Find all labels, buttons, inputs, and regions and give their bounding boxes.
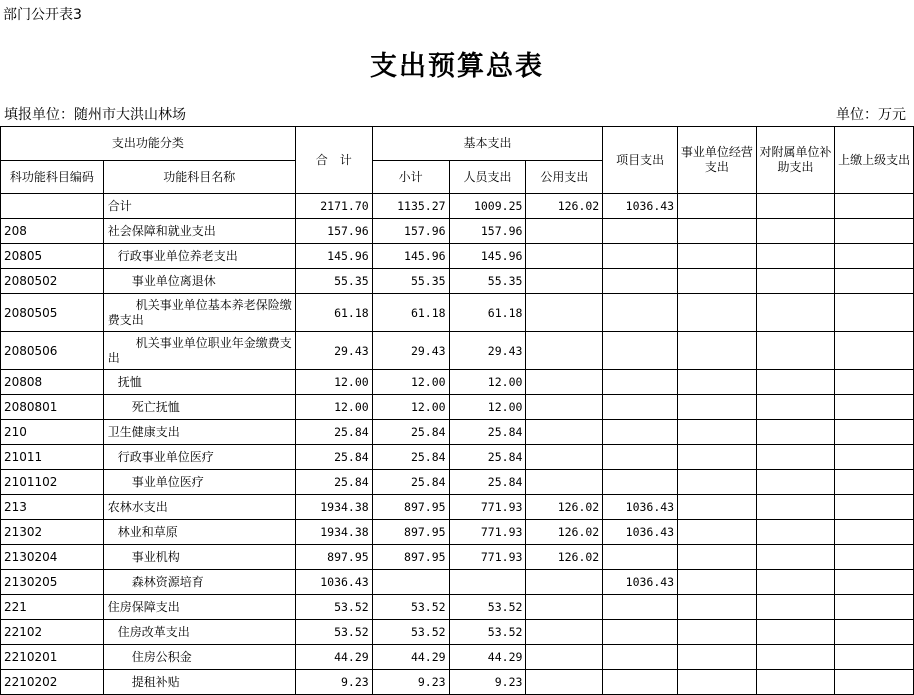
cell-project <box>603 420 678 445</box>
cell-project: 1036.43 <box>603 194 678 219</box>
cell-total: 9.23 <box>295 670 372 695</box>
cell-business <box>678 194 757 219</box>
cell-upper <box>835 269 914 294</box>
cell-name: 住房保障支出 <box>103 595 295 620</box>
cell-personnel: 771.93 <box>449 520 526 545</box>
cell-code <box>1 194 104 219</box>
cell-business <box>678 420 757 445</box>
cell-upper <box>835 545 914 570</box>
cell-public <box>526 445 603 470</box>
cell-name: 机关事业单位基本养老保险缴费支出 <box>103 294 295 332</box>
cell-personnel: 771.93 <box>449 495 526 520</box>
cell-total: 12.00 <box>295 395 372 420</box>
cell-personnel: 29.43 <box>449 332 526 370</box>
page-title: 支出预算总表 <box>370 51 544 82</box>
cell-project <box>603 370 678 395</box>
budget-table <box>0 126 914 695</box>
cell-name: 社会保障和就业支出 <box>103 219 295 244</box>
cell-code: 22102 <box>1 620 104 645</box>
cell-code: 21011 <box>1 445 104 470</box>
table-row <box>1 495 914 520</box>
cell-subtotal: 157.96 <box>372 219 449 244</box>
cell-code: 2101102 <box>1 470 104 495</box>
cell-total: 55.35 <box>295 269 372 294</box>
cell-business <box>678 645 757 670</box>
cell-subsidiary <box>756 332 835 370</box>
table-row <box>1 645 914 670</box>
cell-project <box>603 470 678 495</box>
cell-project <box>603 620 678 645</box>
table-row <box>1 620 914 645</box>
reporting-unit: 填报单位：随州市大洪山林场 <box>4 107 186 123</box>
cell-code: 20805 <box>1 244 104 269</box>
cell-public <box>526 420 603 445</box>
table-row <box>1 269 914 294</box>
cell-personnel: 145.96 <box>449 244 526 269</box>
cell-subsidiary <box>756 645 835 670</box>
cell-personnel: 25.84 <box>449 470 526 495</box>
cell-total: 1036.43 <box>295 570 372 595</box>
cell-upper <box>835 570 914 595</box>
cell-upper <box>835 370 914 395</box>
cell-code: 2080506 <box>1 332 104 370</box>
cell-total: 25.84 <box>295 470 372 495</box>
table-header <box>1 127 914 194</box>
cell-name: 事业单位离退休 <box>103 269 295 294</box>
cell-code: 20808 <box>1 370 104 395</box>
cell-project <box>603 269 678 294</box>
cell-upper <box>835 294 914 332</box>
cell-business <box>678 445 757 470</box>
cell-subsidiary <box>756 445 835 470</box>
cell-name: 住房公积金 <box>103 645 295 670</box>
cell-code: 2130205 <box>1 570 104 595</box>
cell-upper <box>835 620 914 645</box>
cell-upper <box>835 470 914 495</box>
cell-upper <box>835 395 914 420</box>
table-row <box>1 219 914 244</box>
cell-personnel: 25.84 <box>449 420 526 445</box>
header-name: 功能科目名称 <box>103 161 295 194</box>
table-row <box>1 670 914 695</box>
cell-code: 2080801 <box>1 395 104 420</box>
cell-business <box>678 269 757 294</box>
cell-name: 行政事业单位养老支出 <box>103 244 295 269</box>
cell-business <box>678 620 757 645</box>
cell-project: 1036.43 <box>603 520 678 545</box>
table-row <box>1 470 914 495</box>
cell-code: 221 <box>1 595 104 620</box>
cell-subsidiary <box>756 495 835 520</box>
cell-subsidiary <box>756 395 835 420</box>
cell-project <box>603 670 678 695</box>
cell-subsidiary <box>756 595 835 620</box>
table-number-tag: 部门公开表3 <box>3 7 82 23</box>
cell-business <box>678 595 757 620</box>
cell-subtotal: 55.35 <box>372 269 449 294</box>
header-personnel: 人员支出 <box>449 161 526 194</box>
cell-code: 213 <box>1 495 104 520</box>
header-func-class: 支出功能分类 <box>1 127 296 161</box>
cell-subtotal: 25.84 <box>372 470 449 495</box>
table-row <box>1 570 914 595</box>
cell-project: 1036.43 <box>603 570 678 595</box>
cell-name: 住房改革支出 <box>103 620 295 645</box>
cell-subtotal: 12.00 <box>372 395 449 420</box>
cell-business <box>678 370 757 395</box>
cell-project <box>603 545 678 570</box>
cell-code: 2130204 <box>1 545 104 570</box>
cell-total: 44.29 <box>295 645 372 670</box>
cell-upper <box>835 194 914 219</box>
cell-subtotal: 145.96 <box>372 244 449 269</box>
cell-name: 森林资源培育 <box>103 570 295 595</box>
cell-total: 157.96 <box>295 219 372 244</box>
cell-business <box>678 570 757 595</box>
table-row <box>1 545 914 570</box>
cell-personnel: 61.18 <box>449 294 526 332</box>
cell-code: 2210201 <box>1 645 104 670</box>
cell-personnel: 25.84 <box>449 445 526 470</box>
cell-subsidiary <box>756 420 835 445</box>
cell-public: 126.02 <box>526 520 603 545</box>
cell-project <box>603 645 678 670</box>
header-total: 合 计 <box>295 127 372 194</box>
cell-public <box>526 269 603 294</box>
cell-personnel: 55.35 <box>449 269 526 294</box>
cell-public <box>526 332 603 370</box>
cell-code: 21302 <box>1 520 104 545</box>
cell-subtotal: 25.84 <box>372 445 449 470</box>
cell-project <box>603 595 678 620</box>
cell-name: 机关事业单位职业年金缴费支出 <box>103 332 295 370</box>
cell-project <box>603 294 678 332</box>
header-upper: 上缴上级支出 <box>835 127 914 194</box>
table-row <box>1 194 914 219</box>
cell-public <box>526 670 603 695</box>
cell-business <box>678 219 757 244</box>
cell-total: 1934.38 <box>295 520 372 545</box>
cell-upper <box>835 445 914 470</box>
cell-personnel: 12.00 <box>449 395 526 420</box>
cell-personnel: 157.96 <box>449 219 526 244</box>
cell-upper <box>835 420 914 445</box>
cell-business <box>678 670 757 695</box>
cell-public <box>526 595 603 620</box>
cell-name: 农林水支出 <box>103 495 295 520</box>
cell-upper <box>835 595 914 620</box>
cell-business <box>678 244 757 269</box>
table-row <box>1 294 914 332</box>
cell-total: 2171.70 <box>295 194 372 219</box>
cell-upper <box>835 332 914 370</box>
cell-business <box>678 545 757 570</box>
cell-subtotal: 9.23 <box>372 670 449 695</box>
cell-subtotal: 12.00 <box>372 370 449 395</box>
cell-total: 53.52 <box>295 620 372 645</box>
cell-total: 12.00 <box>295 370 372 395</box>
cell-personnel: 53.52 <box>449 595 526 620</box>
cell-code: 2080502 <box>1 269 104 294</box>
header-project: 项目支出 <box>603 127 678 194</box>
cell-subsidiary <box>756 194 835 219</box>
header-public: 公用支出 <box>526 161 603 194</box>
cell-subsidiary <box>756 269 835 294</box>
cell-business <box>678 395 757 420</box>
cell-subsidiary <box>756 670 835 695</box>
cell-total: 1934.38 <box>295 495 372 520</box>
cell-subsidiary <box>756 470 835 495</box>
cell-name: 抚恤 <box>103 370 295 395</box>
table-row <box>1 520 914 545</box>
cell-name: 事业单位医疗 <box>103 470 295 495</box>
cell-total: 61.18 <box>295 294 372 332</box>
cell-project <box>603 395 678 420</box>
cell-personnel: 12.00 <box>449 370 526 395</box>
currency-unit: 单位：万元 <box>836 107 906 123</box>
cell-upper <box>835 645 914 670</box>
cell-total: 53.52 <box>295 595 372 620</box>
cell-name: 林业和草原 <box>103 520 295 545</box>
table-row <box>1 244 914 269</box>
cell-subsidiary <box>756 219 835 244</box>
cell-project: 1036.43 <box>603 495 678 520</box>
cell-subsidiary <box>756 620 835 645</box>
cell-subtotal: 44.29 <box>372 645 449 670</box>
header-code: 科功能科目编码 <box>1 161 104 194</box>
cell-public <box>526 620 603 645</box>
cell-subsidiary <box>756 520 835 545</box>
cell-public <box>526 395 603 420</box>
table-row <box>1 595 914 620</box>
cell-business <box>678 294 757 332</box>
header-subsidiary: 对附属单位补助支出 <box>756 127 835 194</box>
cell-project <box>603 244 678 269</box>
cell-name: 事业机构 <box>103 545 295 570</box>
cell-name: 提租补贴 <box>103 670 295 695</box>
cell-subtotal: 53.52 <box>372 620 449 645</box>
table-row <box>1 370 914 395</box>
cell-personnel: 1009.25 <box>449 194 526 219</box>
cell-project <box>603 219 678 244</box>
header-subtotal: 小计 <box>372 161 449 194</box>
cell-upper <box>835 495 914 520</box>
cell-upper <box>835 244 914 269</box>
cell-subtotal: 897.95 <box>372 495 449 520</box>
cell-project <box>603 445 678 470</box>
cell-public <box>526 570 603 595</box>
cell-business <box>678 470 757 495</box>
cell-subtotal <box>372 570 449 595</box>
table-row <box>1 395 914 420</box>
cell-personnel <box>449 570 526 595</box>
cell-subtotal: 53.52 <box>372 595 449 620</box>
cell-code: 210 <box>1 420 104 445</box>
cell-code: 2080505 <box>1 294 104 332</box>
cell-public: 126.02 <box>526 495 603 520</box>
cell-subtotal: 29.43 <box>372 332 449 370</box>
cell-subsidiary <box>756 545 835 570</box>
cell-total: 25.84 <box>295 445 372 470</box>
cell-project <box>603 332 678 370</box>
cell-subsidiary <box>756 570 835 595</box>
cell-upper <box>835 520 914 545</box>
header-business: 事业单位经营支出 <box>678 127 757 194</box>
cell-public: 126.02 <box>526 194 603 219</box>
cell-subtotal: 1135.27 <box>372 194 449 219</box>
cell-total: 25.84 <box>295 420 372 445</box>
table-row <box>1 445 914 470</box>
cell-subtotal: 897.95 <box>372 520 449 545</box>
cell-upper <box>835 670 914 695</box>
cell-public <box>526 219 603 244</box>
cell-personnel: 9.23 <box>449 670 526 695</box>
cell-code: 2210202 <box>1 670 104 695</box>
cell-name: 行政事业单位医疗 <box>103 445 295 470</box>
cell-code: 208 <box>1 219 104 244</box>
table-row <box>1 332 914 370</box>
header-basic: 基本支出 <box>372 127 603 161</box>
table-body <box>1 194 914 695</box>
cell-total: 145.96 <box>295 244 372 269</box>
cell-total: 897.95 <box>295 545 372 570</box>
cell-public <box>526 370 603 395</box>
cell-public <box>526 470 603 495</box>
cell-business <box>678 332 757 370</box>
cell-personnel: 771.93 <box>449 545 526 570</box>
cell-name: 死亡抚恤 <box>103 395 295 420</box>
table-row <box>1 420 914 445</box>
cell-public <box>526 294 603 332</box>
cell-subtotal: 61.18 <box>372 294 449 332</box>
cell-subsidiary <box>756 294 835 332</box>
cell-name: 卫生健康支出 <box>103 420 295 445</box>
cell-public <box>526 244 603 269</box>
cell-name: 合计 <box>103 194 295 219</box>
cell-personnel: 53.52 <box>449 620 526 645</box>
cell-subsidiary <box>756 244 835 269</box>
cell-business <box>678 520 757 545</box>
cell-upper <box>835 219 914 244</box>
cell-business <box>678 495 757 520</box>
cell-public <box>526 645 603 670</box>
cell-total: 29.43 <box>295 332 372 370</box>
cell-subtotal: 25.84 <box>372 420 449 445</box>
cell-public: 126.02 <box>526 545 603 570</box>
cell-subsidiary <box>756 370 835 395</box>
cell-subtotal: 897.95 <box>372 545 449 570</box>
cell-personnel: 44.29 <box>449 645 526 670</box>
